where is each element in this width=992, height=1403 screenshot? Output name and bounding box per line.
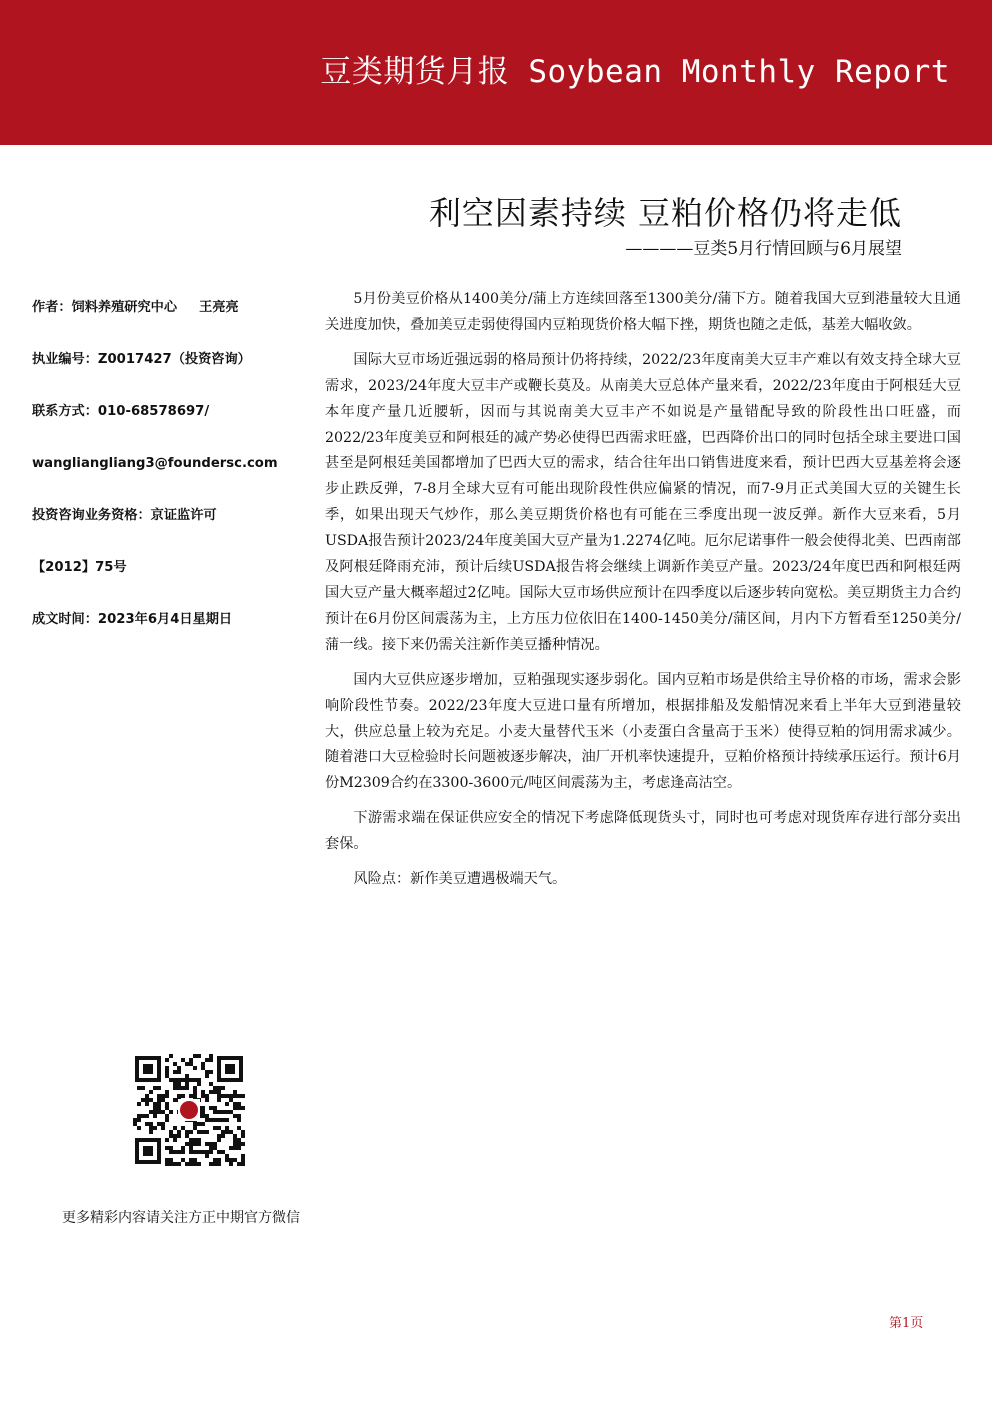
qr-caption: 更多精彩内容请关注方正中期官方微信 — [62, 1210, 300, 1226]
license-number: 执业编号：Z0017427（投资咨询） — [32, 352, 251, 367]
qualification-number: 【2012】75号 — [32, 560, 127, 575]
article-title: 利空因素持续 豆粕价格仍将走低 — [428, 194, 902, 232]
paragraph: 国际大豆市场近强远弱的格局预计仍将持续，2022/23年度南美大豆丰产难以有效支持全球大豆需求，2023/24年度大豆丰产或鞭长莫及。从南美大豆总体产量来看，2022/23年度由于阿根廷大豆本年度产量几近腰斩，因而与其说南美大豆丰产不如说是产量错配导致的阶段性出口旺盛，而2022/23年度美豆和阿根廷的减产势必使得巴西需求旺盛，巴西降价出口的同时包括全球主要进口国甚至是阿根廷美国都增加了巴西大豆的需求，结合往年出口销售进度来看，预计巴西大豆基差将会逐步止跌反弹，7-8月全球大豆有可能出现阶段性供应偏紧的情况，而7-9月正式美国大豆的关键生长季，如果出现天气炒作，那么美豆期货价格也有可能在三季度出现一波反弹。新作大豆来看，5月USDA报告预计2023/24年度美国大豆产量为1.2274亿吨。厄尔尼诺事件一般会使得北美、巴西南部及阿根廷降雨充沛，预计后续USDA报告将会继续上调新作美豆产量。2023/24年度巴西和阿根廷两国大豆产量大概率超过2亿吨。国际大豆市场供应预计在四季度以后逐步转向宽松。美豆期货主力合约预计在6月份区间震荡为主，上方压力位依旧在1400-1450美分/蒲区间，月内下方暂看至1250美分/蒲一线。接下来仍需关注新作美豆播种情况。 — [325, 351, 961, 653]
paragraph: 风险点：新作美豆遭遇极端天气。 — [353, 871, 567, 888]
header-banner — [0, 0, 992, 145]
qualification: 投资咨询业务资格：京证监许可 — [32, 508, 217, 523]
logo-mark-icon — [180, 1101, 198, 1119]
author-line — [32, 295, 302, 321]
paragraph: 5月份美豆价格从1400美分/蒲上方连续回落至1300美分/蒲下方。随着我国大豆到港量较大且通关进度加快，叠加美豆走弱使得国内豆粕现货价格大幅下挫，期货也随之走低，基差大幅收敛。 — [325, 291, 961, 333]
contact-email[interactable]: wangliangliang3@foundersc.com — [32, 456, 278, 471]
author-name: 王亮亮 — [199, 300, 239, 315]
paragraph: 国内大豆供应逐步增加，豆粕强现实逐步弱化。国内豆粕市场是供给主导价格的市场，需求会影响阶段性节奏。2022/23年度大豆进口量有所增加，根据排船及发船情况来看上半年大豆到港量较大，供应总量上较为充足。小麦大量替代玉米（小麦蛋白含量高于玉米）使得豆粕的饲用需求减少。随着港口大豆检验时长问题被逐步解决，油厂开机率快速提升，豆粕价格预计持续承压运行。预计6月份M2309合约在3300-3600元/吨区间震荡为主，考虑逢高沽空。 — [325, 671, 961, 792]
qr-code-icon — [133, 1054, 245, 1166]
author-sidebar — [32, 295, 302, 633]
report-title: 豆类期货月报 Soybean Monthly Report — [320, 54, 950, 90]
page-number: 第1页 — [889, 1316, 924, 1331]
contact-phone: 联系方式：010-68578697/ — [32, 404, 210, 419]
author-label: 作者：饲料养殖研究中心 — [32, 300, 178, 315]
report-date: 成文时间：2023年6月4日星期日 — [32, 612, 233, 627]
paragraph: 下游需求端在保证供应安全的情况下考虑降低现货头寸，同时也可考虑对现货库存进行部分卖出套保。 — [325, 810, 961, 853]
article-subtitle: ————豆类5月行情回顾与6月展望 — [625, 239, 902, 259]
article-body — [325, 287, 961, 902]
